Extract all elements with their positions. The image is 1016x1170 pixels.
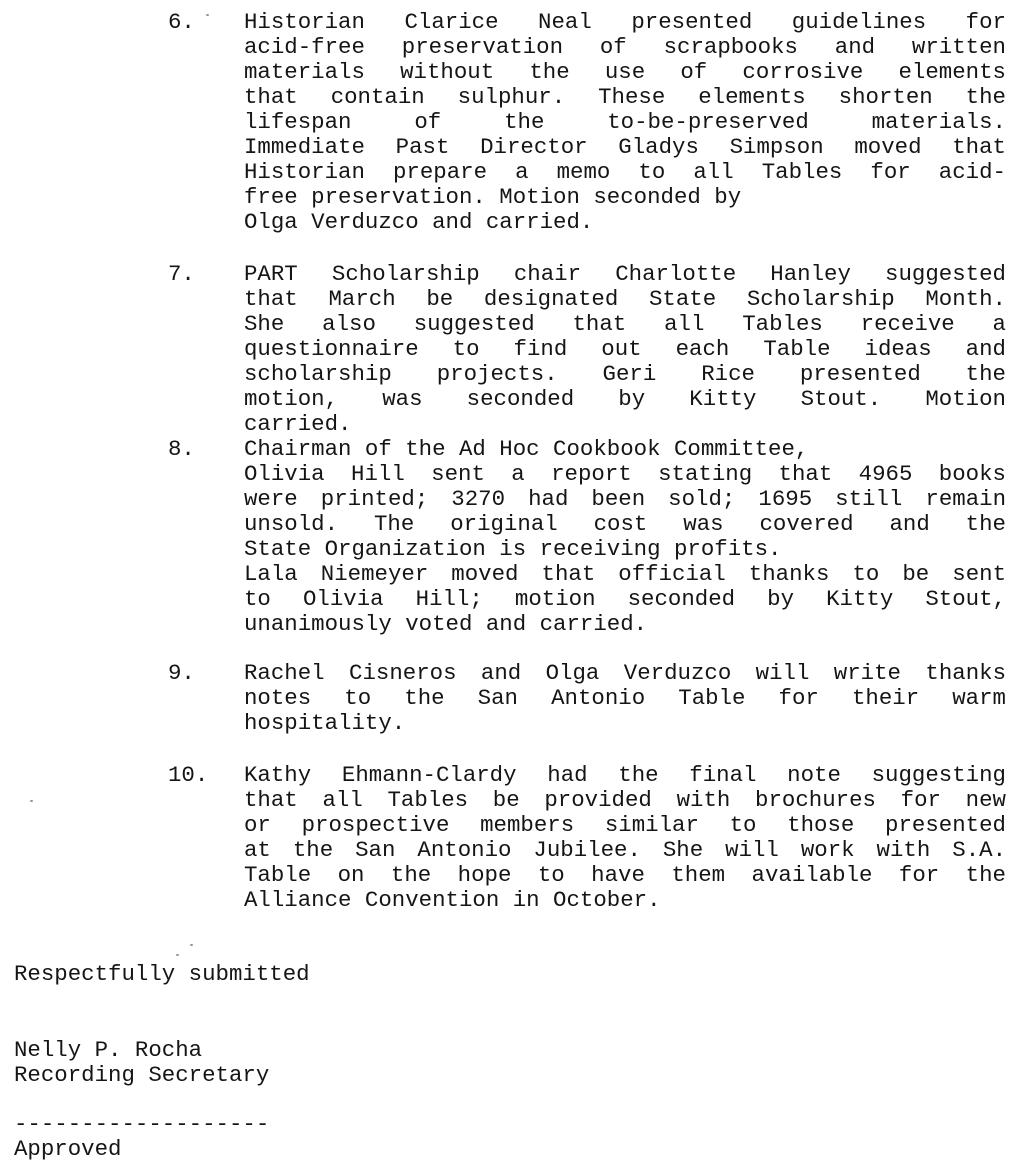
item-line: or prospective members similar to those presented <box>244 812 1006 838</box>
approved-label: Approved <box>14 1136 122 1162</box>
item-line: Kathy Ehmann-Clardy had the final note suggesting <box>244 762 1006 788</box>
item-line: questionnaire to find out each Table ideas and <box>244 336 1006 362</box>
item-line: scholarship projects. Geri Rice presented the <box>244 361 1006 387</box>
item-line: Olga Verduzco and carried. <box>244 209 594 235</box>
item-line: Olivia Hill sent a report stating that 4965 books <box>244 461 1006 487</box>
item-line: hospitality. <box>244 710 406 736</box>
item-line: free preservation. Motion seconded by <box>244 184 742 210</box>
item-line: materials without the use of corrosive elements <box>244 59 1006 85</box>
scan-speck <box>206 14 209 16</box>
scan-speck <box>30 800 33 802</box>
item-number: 6. <box>168 9 195 35</box>
item-line: Rachel Cisneros and Olga Verduzco will write thanks <box>244 660 1006 686</box>
secretary-name: Nelly P. Rocha <box>14 1037 203 1063</box>
item-line: to Olivia Hill; motion seconded by Kitty Stout, <box>244 586 1006 612</box>
item-line: that March be designated State Scholarship Month. <box>244 286 1006 312</box>
item-number: 9. <box>168 660 195 686</box>
item-line: motion, was seconded by Kitty Stout. Motion <box>244 386 1006 412</box>
item-line: State Organization is receiving profits. <box>244 536 782 562</box>
item-line: carried. <box>244 411 352 437</box>
item-line: She also suggested that all Tables receive a <box>244 311 1006 337</box>
item-line: unanimously voted and carried. <box>244 611 648 637</box>
item-line: Historian prepare a memo to all Tables for acid- <box>244 159 1006 185</box>
item-line: lifespan of the to-be-preserved materials. <box>244 109 1006 135</box>
item-line: at the San Antonio Jubilee. She will work with S.A. <box>244 837 1006 863</box>
respectfully-submitted: Respectfully submitted <box>14 961 310 987</box>
item-line: Immediate Past Director Gladys Simpson moved that <box>244 134 1006 160</box>
item-line: that all Tables be provided with brochures for new <box>244 787 1006 813</box>
item-number: 7. <box>168 261 195 287</box>
signature-line: ------------------- <box>14 1111 270 1137</box>
item-line: Table on the hope to have them available for the <box>244 862 1006 888</box>
scan-speck <box>176 954 179 956</box>
secretary-title: Recording Secretary <box>14 1062 270 1088</box>
item-line: Historian Clarice Neal presented guidelines for <box>244 9 1006 35</box>
item-line: Lala Niemeyer moved that official thanks to be sent <box>244 561 1006 587</box>
item-line: PART Scholarship chair Charlotte Hanley suggested <box>244 261 1006 287</box>
item-number: 10. <box>168 762 209 788</box>
item-line: were printed; 3270 had been sold; 1695 still remain <box>244 486 1006 512</box>
item-line: notes to the San Antonio Table for their warm <box>244 685 1006 711</box>
item-line: Alliance Convention in October. <box>244 887 661 913</box>
item-number: 8. <box>168 436 195 462</box>
item-line: Chairman of the Ad Hoc Cookbook Committee, <box>244 436 809 462</box>
item-line: acid-free preservation of scrapbooks and written <box>244 34 1006 60</box>
scan-speck <box>190 944 193 946</box>
item-line: unsold. The original cost was covered and the <box>244 511 1006 537</box>
item-line: that contain sulphur. These elements shorten the <box>244 84 1006 110</box>
